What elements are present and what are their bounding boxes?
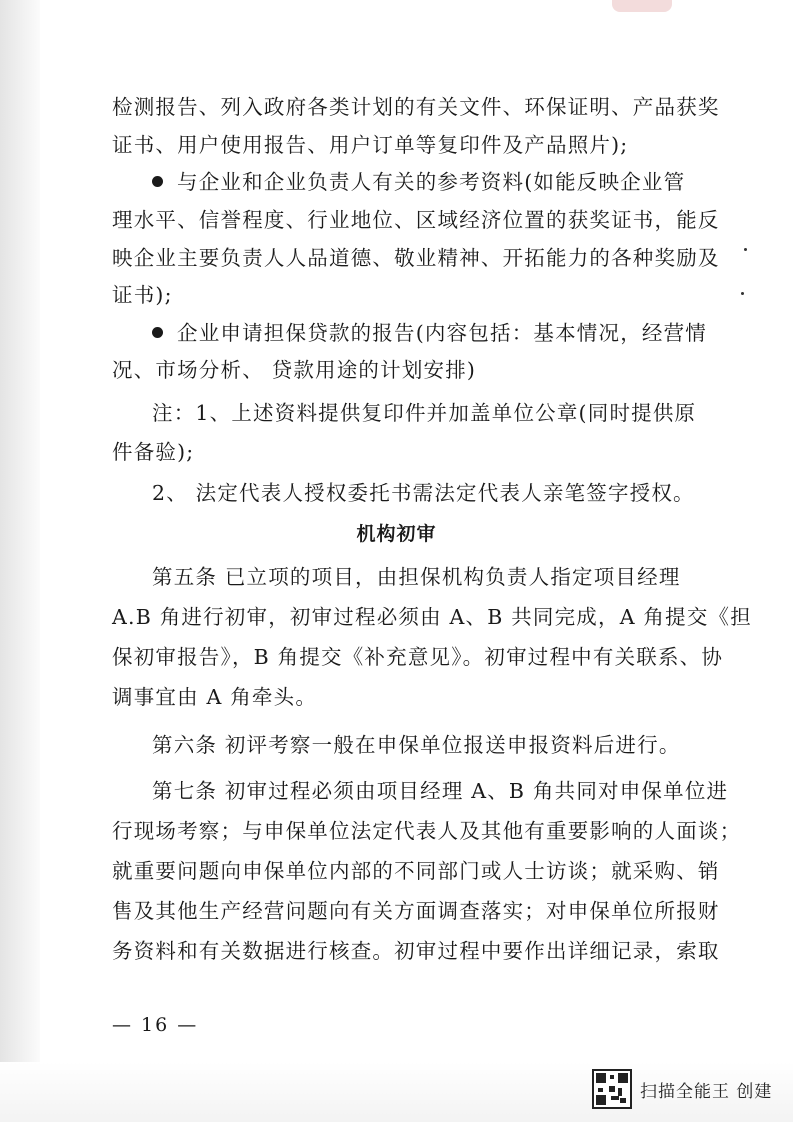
body-line: 务资料和有关数据进行核查。初审过程中要作出详细记录，索取 (112, 939, 720, 963)
qr-code-icon (592, 1069, 632, 1109)
scan-speck (741, 292, 744, 295)
body-line: 理水平、信誉程度、行业地位、区域经济位置的获奖证书，能反 (112, 208, 720, 232)
watermark-text: 扫描全能王 创建 (640, 1081, 773, 1102)
page-number: — 16 — (112, 1014, 199, 1036)
body-line: 件备验); (112, 440, 195, 464)
body-line: 调事宜由 A 角牵头。 (112, 685, 318, 709)
scan-top-mark (612, 0, 672, 12)
bullet-icon (152, 176, 163, 187)
bullet-icon (152, 327, 163, 338)
bullet-item (152, 318, 732, 348)
article-line: 第五条 已立项的项目，由担保机构负责人指定项目经理 (152, 565, 681, 589)
scan-speck (744, 248, 747, 251)
body-line: 况、市场分析、 贷款用途的计划安排) (112, 358, 477, 382)
note-line: 注：1、上述资料提供复印件并加盖单位公章(同时提供原 (152, 401, 697, 425)
section-heading: 机构初审 (356, 523, 437, 545)
bullet-item-text: 企业申请担保贷款的报告(内容包括：基本情况，经营情 (177, 321, 707, 345)
note-line: 2、 法定代表人授权委托书需法定代表人亲笔签字授权。 (152, 481, 695, 505)
bullet-item-text: 与企业和企业负责人有关的参考资料(如能反映企业管 (177, 170, 686, 194)
body-line: 保初审报告》，B 角提交《补充意见》。初审过程中有关联系、协 (112, 645, 724, 669)
bullet-item (152, 167, 732, 197)
body-line: 映企业主要负责人人品道德、敬业精神、开拓能力的各种奖励及 (112, 246, 720, 270)
body-line: 检测报告、列入政府各类计划的有关文件、环保证明、产品获奖 (112, 95, 720, 119)
body-line: 就重要问题向申保单位内部的不同部门或人士访谈；就采购、销 (112, 859, 720, 883)
scanner-watermark (592, 1065, 772, 1113)
body-line: 售及其他生产经营问题向有关方面调查落实；对申保单位所报财 (112, 899, 720, 923)
scan-left-edge (0, 0, 40, 1122)
body-line: A.B 角进行初审，初审过程必须由 A、B 共同完成，A 角提交《担 (112, 605, 752, 629)
body-line: 证书); (112, 283, 173, 307)
article-line: 第七条 初审过程必须由项目经理 A、B 角共同对申保单位进 (152, 779, 729, 803)
body-line: 证书、用户使用报告、用户订单等复印件及产品照片); (112, 133, 629, 157)
article-line: 第六条 初评考察一般在申保单位报送申报资料后进行。 (152, 733, 681, 757)
body-line: 行现场考察；与申保单位法定代表人及其他有重要影响的人面谈； (112, 819, 742, 843)
